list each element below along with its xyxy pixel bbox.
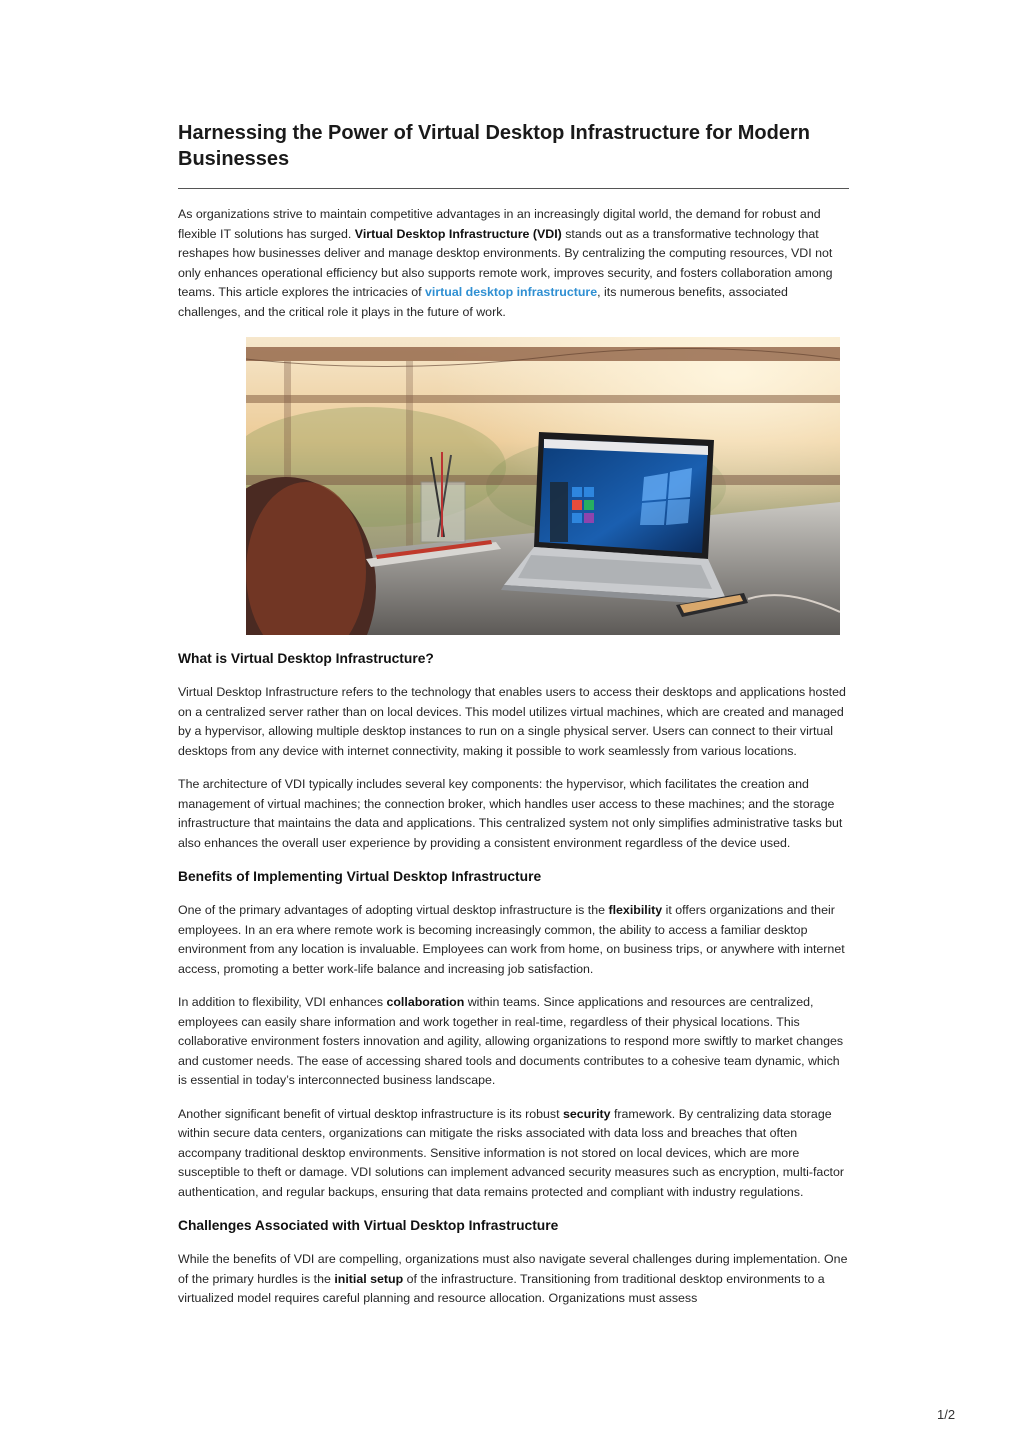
intro-text-3: , its numerous benefits, associated challenges, and the critical role it plays in the future of work. (178, 285, 788, 319)
benefits-paragraph-3 (178, 1105, 849, 1203)
vdi-link[interactable]: virtual desktop infrastructure (425, 285, 598, 299)
intro-bold-vdi: Virtual Desktop Infrastructure (VDI) (354, 226, 562, 241)
section-heading-challenges: Challenges Associated with Virtual Desktop Infrastructure (178, 1218, 559, 1233)
intro-text-1: As organizations strive to maintain competitive advantages in an increasingly digital world, the demand for robust and flexible IT solutions has surged. (178, 207, 821, 241)
what-is-vdi-paragraph-1: Virtual Desktop Infrastructure refers to the technology that enables users to access their desktops and applications hosted on a centralized server rather than on local devices. This model utilizes virtual machines, which are created and managed by a hypervisor, allowing multiple desktop instances to run on a single physical server. Users can connect to their virtual desktops from any device with internet connectivity, making it possible to work seamlessly from various locations. (178, 685, 846, 758)
benefits-p1-text-1: One of the primary advantages of adopting virtual desktop infrastructure is the (178, 903, 609, 917)
section-heading-what-is-vdi: What is Virtual Desktop Infrastructure? (178, 651, 434, 666)
article (178, 120, 849, 1309)
title-divider (178, 188, 849, 189)
benefits-bold-security: security (563, 1106, 611, 1121)
challenges-p1-text-2: of the infrastructure. Transitioning from traditional desktop environments to a virtualized model requires careful planning and resource allocation. Organizations must assess (178, 1271, 825, 1305)
challenges-p1-text-1: While the benefits of VDI are compelling, organizations must also navigate several challenges during implementation. One of the primary hurdles is the (178, 1252, 848, 1286)
intro-paragraph (178, 205, 849, 322)
what-is-vdi-paragraph-2: The architecture of VDI typically includes several key components: the hypervisor, which facilitates the creation and management of virtual machines; the connection broker, which handles user access to these machines; and the storage infrastructure that maintains the data and applications. This centralized system not only simplifies administrative tasks but also enhances the overall user experience by providing a consistent environment regardless of the device used. (178, 777, 843, 850)
benefits-paragraph-1 (178, 901, 849, 979)
benefits-p1-text-2: it offers organizations and their employees. In an era where remote work is becoming increasingly common, the ability to access a familiar desktop environment from any location is invaluable. Employees can work from home, on business trips, or anywhere with internet access, promoting a better work-life balance and increasing job satisfaction. (178, 903, 845, 976)
challenges-paragraph-1 (178, 1250, 849, 1309)
benefits-p3-text-1: Another significant benefit of virtual desktop infrastructure is its robust (178, 1106, 563, 1121)
benefits-bold-collaboration: collaboration (386, 995, 465, 1009)
laptop-photo (246, 337, 840, 635)
benefits-bold-flexibility: flexibility (608, 903, 663, 917)
benefits-p3-text-2: framework. By centralizing data storage within secure data centers, organizations can mitigate the risks associated with data loss and breaches that often accompany traditional desktop environments. Sensitive information is not stored on local devices, which are more susceptible to theft or damage. VDI solutions can implement advanced security measures such as encryption, multi-factor authentication, and regular backups, ensuring that data remains protected and compliant with industry regulations. (178, 1106, 844, 1199)
page-number: 1/2 (937, 1407, 956, 1422)
benefits-p2-text-1: In addition to flexibility, VDI enhances (178, 995, 387, 1009)
benefits-p2-text-2: within teams. Since applications and resources are centralized, employees can easily share information and work together in real-time, regardless of their physical locations. This collaborative environment fosters innovation and agility, allowing organizations to respond more swiftly to market changes and customer needs. The ease of accessing shared tools and documents contributes to a cohesive team dynamic, which is essential in today’s interconnected business landscape. (178, 995, 844, 1087)
laptop-photo-illustration (246, 337, 840, 635)
intro-text-2: stands out as a transformative technology that reshapes how businesses deliver and manage desktop environments. By centralizing the computing resources, VDI not only enhances operational efficiency but also supports remote work, improves security, and fosters collaboration among teams. This article explores the intricacies of (178, 226, 833, 299)
section-heading-benefits: Benefits of Implementing Virtual Desktop Infrastructure (178, 869, 542, 884)
article-title: Harnessing the Power of Virtual Desktop Infrastructure for Modern Businesses (178, 122, 810, 170)
challenges-bold-initial-setup: initial setup (334, 1271, 404, 1286)
benefits-paragraph-2 (178, 993, 849, 1091)
